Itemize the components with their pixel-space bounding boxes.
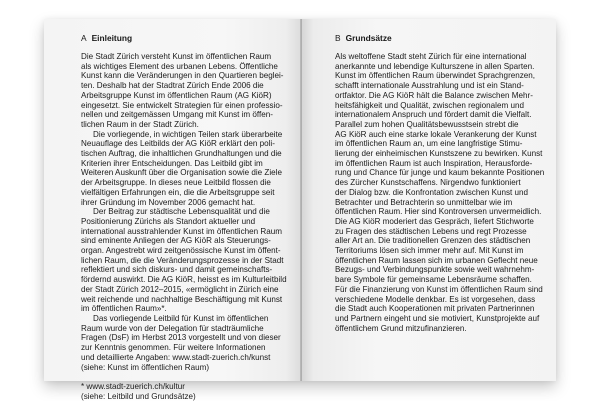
text-line: Als weltoffene Stadt steht Zürich für eine international [335, 52, 527, 61]
text-line: bare Symbole für gemeinsame Lebensräume schaffen. [335, 275, 532, 285]
right-page [301, 19, 556, 381]
spacer [81, 372, 301, 382]
text-line: Territoriums lösen sich immer mehr auf. Mit Kunst im [335, 246, 524, 256]
text-line: vielfältigen Erfahrungen ein, die die Arbeitsgruppe seit [81, 187, 275, 197]
text-line: Kriterien ihrer Entscheidungen. Das Leitbild gibt im [81, 158, 263, 168]
section-title: Einleitung [91, 33, 133, 43]
text-line: Fragen (DsF) im Herbst 2013 vorgestellt und von dieser [81, 333, 281, 343]
text-line: Neuauflage des Leitbilds der AG KiöR erklärt den poli- [81, 139, 275, 149]
book-spine [300, 19, 302, 381]
text-line: AG KiöR auch eine starke lokale Verankerung der Kunst [335, 129, 537, 139]
text-line: Raum wurde von der Delegation für stadträumliche [81, 323, 264, 333]
text-line: internationalem Anspruch und fördert damit die Vielfalt. [335, 110, 532, 120]
text-line: schafft internationale Ausstrahlung und ist ein Stand- [335, 81, 524, 91]
text-line: der Arbeitsgruppe. In dieses neue Leitbild flossen die [81, 178, 271, 188]
footnote-line: * www.stadt-zuerich.ch/kultur [81, 381, 185, 391]
text-line: Der Beitrag zur städtische Lebensqualität und die [93, 207, 270, 217]
section-letter: A [81, 33, 87, 43]
text-line: nellen und zeitgemässen Umgang mit Kunst im öffen- [81, 110, 273, 120]
section-heading-b [335, 33, 556, 43]
text-line: zur Kenntnis genommen. Für weitere Informationen [81, 343, 266, 353]
text-line: ten. Deshalb hat der Stadtrat Zürich Ende 2006 die [81, 81, 264, 91]
section-title: Grundsätze [345, 33, 392, 43]
text-line: sind eminente Anliegen der AG KiöR als Steuerungs- [81, 236, 271, 246]
text-line: als wichtiges Element des urbanen Lebens. Öffentliche [81, 61, 278, 71]
text-line: weit reichende und nachhaltige Beschäftigung mit Kunst [81, 294, 283, 304]
text-line: rung und Chance für junge und kaum bekannte Positionen [335, 168, 545, 178]
text-line: Weiteren Auskunft über die Organisation sowie die Ziele [81, 168, 282, 178]
text-line: des Zürcher Kunstschaffens. Nirgendwo funktioniert [335, 178, 521, 188]
text-line: reflektiert und sich diskurs- und damit gemeinschafts- [81, 265, 273, 275]
text-line: fördernd auswirkt. Die AG KiöR, heisst es im Kulturleitbild [81, 275, 287, 285]
text-line: Das vorliegende Leitbild für Kunst im öffentlichen [93, 313, 269, 323]
text-line: die Stadt auch Kooperationen mit privaten Partnerinnen [335, 304, 535, 314]
text-line: Bezugs- und Verbindungspunkte sowie weit wahrnehm- [335, 265, 535, 275]
text-line: tischen Auftrag, die inhaltlichen Grundhaltungen und die [81, 149, 282, 159]
text-line: und detaillierte Angaben: www.stadt-zuerich.ch/kunst [81, 352, 271, 362]
text-line: ihrer Gründung im November 2006 gemacht hat. [81, 197, 256, 207]
section-heading-a [81, 33, 301, 43]
footnote [81, 382, 301, 401]
left-page [44, 19, 301, 401]
body-text [81, 52, 301, 372]
text-line: ortfaktor. Die AG KiöR hält die Balance zwischen Mehr- [335, 90, 533, 100]
text-line: öffentlichem Grund mitzufinanzieren. [335, 323, 467, 333]
text-line: (siehe: Kunst im öffentlichen Raum) [81, 362, 210, 372]
text-line: international ausstrahlender Kunst im öffentlichen Raum [81, 226, 282, 236]
text-line: aller Art an. Die traditionellen Grenzen des städtischen [335, 236, 531, 246]
text-line: Die AG KiöR moderiert das Gespräch, liefert Stichworte [335, 216, 534, 226]
text-line: Die Stadt Zürich versteht Kunst im öffentlichen Raum [81, 52, 272, 61]
text-line: im öffentlichen Raum ist auch Inspiration, Herausforde- [335, 158, 533, 168]
text-line: und Partnern eingeht und sie motiviert, Kunstprojekte auf [335, 313, 540, 323]
text-line: Arbeitsgruppe Kunst im öffentlichen Raum (AG KiöR) [81, 90, 272, 100]
text-line: im öffentlichen Raum an, um eine langfristige Stimu- [335, 139, 523, 149]
text-line: Kunst kann die Veränderungen in den Quartieren beglei- [81, 71, 284, 81]
text-line: organ. Angestrebt wird zeitgenössische Kunst im öffent- [81, 246, 281, 256]
text-line: eingesetzt. Sie entwickelt Strategien für einen professio- [81, 100, 283, 110]
text-line: im öffentlichen Raum»*. [81, 304, 167, 314]
text-line: Die vorliegende, in wichtigen Teilen stark überarbeite [93, 129, 283, 139]
text-line: tlichen Raum in der Stadt Zürich. [81, 119, 199, 129]
text-line: heitsfähigkeit und Qualität, zwischen regionalem und [335, 100, 524, 110]
text-line: Positionierung Zürichs als Standort aktueller und [81, 216, 256, 226]
text-line: zu Fragen des städtischen Lebens und regt Prozesse [335, 226, 527, 236]
text-line: verschiedene Modelle denkbar. Es ist vorgesehen, dass [335, 294, 536, 304]
text-line: Kunst im öffentlichen Raum überwindet Sprachgrenzen, [335, 71, 536, 81]
text-line: anerkannte und lebendige Kulturszene in allen Sparten. [335, 61, 535, 71]
text-line: öffentlichen Raum. Hier sind Kontroversen unvermeidlich. [335, 207, 542, 217]
text-line: lierung der einheimischen Kunstszene zu bewirken. Kunst [335, 149, 543, 159]
text-line: Für die Finanzierung von Kunst im öffentlichen Raum sind [335, 284, 543, 294]
text-line: der Dialog bzw. die Konfrontation zwischen Kunst und [335, 187, 529, 197]
text-line: lichen Raum, die die Veränderungsprozesse in der Stadt [81, 255, 284, 265]
section-letter: B [335, 33, 341, 43]
text-line: der Stadt Zürich 2012–2015, «ermöglicht in Zürich eine [81, 284, 279, 294]
body-text [335, 52, 556, 333]
footnote-line: (siehe: Leitbild und Grundsätze) [81, 391, 196, 401]
text-line: öffentlichen Raum lassen sich im urbanen Geflecht neue [335, 255, 538, 265]
text-line: Betrachter und Betrachterin so unmittelbar wie im [335, 197, 513, 207]
text-line: Parallel zum hohen Qualitätsbewusstsein strebt die [335, 119, 519, 129]
